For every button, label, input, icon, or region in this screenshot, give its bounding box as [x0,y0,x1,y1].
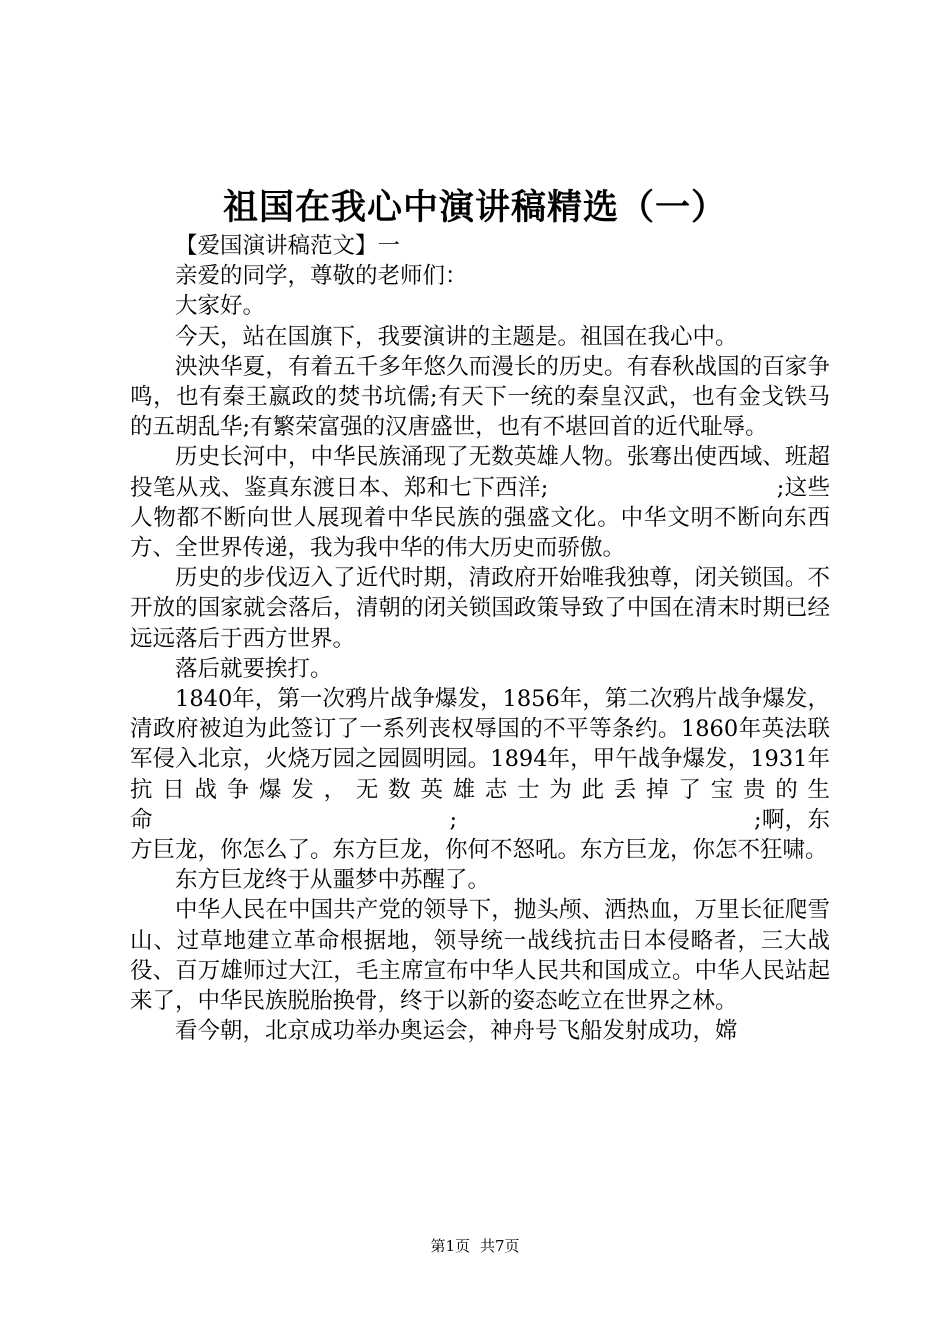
paragraph: 亲爱的同学，尊敬的老师们： [175,263,468,290]
document-title: 祖国在我心中演讲稿精选（一） [222,187,727,228]
paragraph: 中华人民在中国共产党的领导下，抛头颅、洒热血，万里长征爬雪山、过草地建立革命根据地，领导统一战线抗击日本侵略者，三大战役、百万雄师过大江，毛主席宣布中华人民共和国成立。中华人民站起来了，中华民族脱胎换骨，终于以新的姿态屹立在世界之林。 [130,897,830,1015]
page-footer [0,1236,950,1256]
paragraph: 1840年，第一次鸦片战争爆发，1856年，第二次鸦片战争爆发，清政府被迫为此签订了一系列丧权辱国的不平等条约。1860年英法联军侵入北京，火烧万园之园圆明园。1894年，甲午战争爆发，1931年抗日战争爆发，无数英雄志士为此丢掉了宝贵的生命 ; ;啊，东方巨龙，你怎么了。东方巨龙，你何不怒吼。东方巨龙，你怎不狂啸。 [130,686,830,864]
page-number: 第1页 [430,1237,470,1255]
paragraph: 东方巨龙终于从噩梦中苏醒了。 [175,867,491,894]
paragraph: 【爱国演讲稿范文】一 [175,233,401,259]
paragraph: 大家好。 [175,293,266,320]
paragraph: 看今朝，北京成功举办奥运会，神舟号飞船发射成功，嫦 [175,1018,738,1045]
document-body [130,231,830,1046]
page-total: 共7页 [480,1237,520,1255]
paragraph: 历史长河中，中华民族涌现了无数英雄人物。张骞出使西域、班超投笔从戎、鉴真东渡日本、郑和七下西洋; ;这些人物都不断向世人展现着中华民族的强盛文化。中华文明不断向东西方、全世界传递，我为我中华的伟大历史而骄傲。 [130,444,830,562]
paragraph: 今天，站在国旗下，我要演讲的主题是。祖国在我心中。 [175,323,738,350]
paragraph: 历史的步伐迈入了近代时期，清政府开始唯我独尊，闭关锁国。不开放的国家就会落后，清朝的闭关锁国政策导致了中国在清末时期已经远远落后于西方世界。 [130,565,830,652]
paragraph: 泱泱华夏，有着五千多年悠久而漫长的历史。有春秋战国的百家争鸣，也有秦王嬴政的焚书坑儒;有天下一统的秦皇汉武，也有金戈铁马的五胡乱华;有繁荣富强的汉唐盛世，也有不堪回首的近代耻辱。 [130,353,830,441]
paragraph: 落后就要挨打。 [175,655,333,682]
